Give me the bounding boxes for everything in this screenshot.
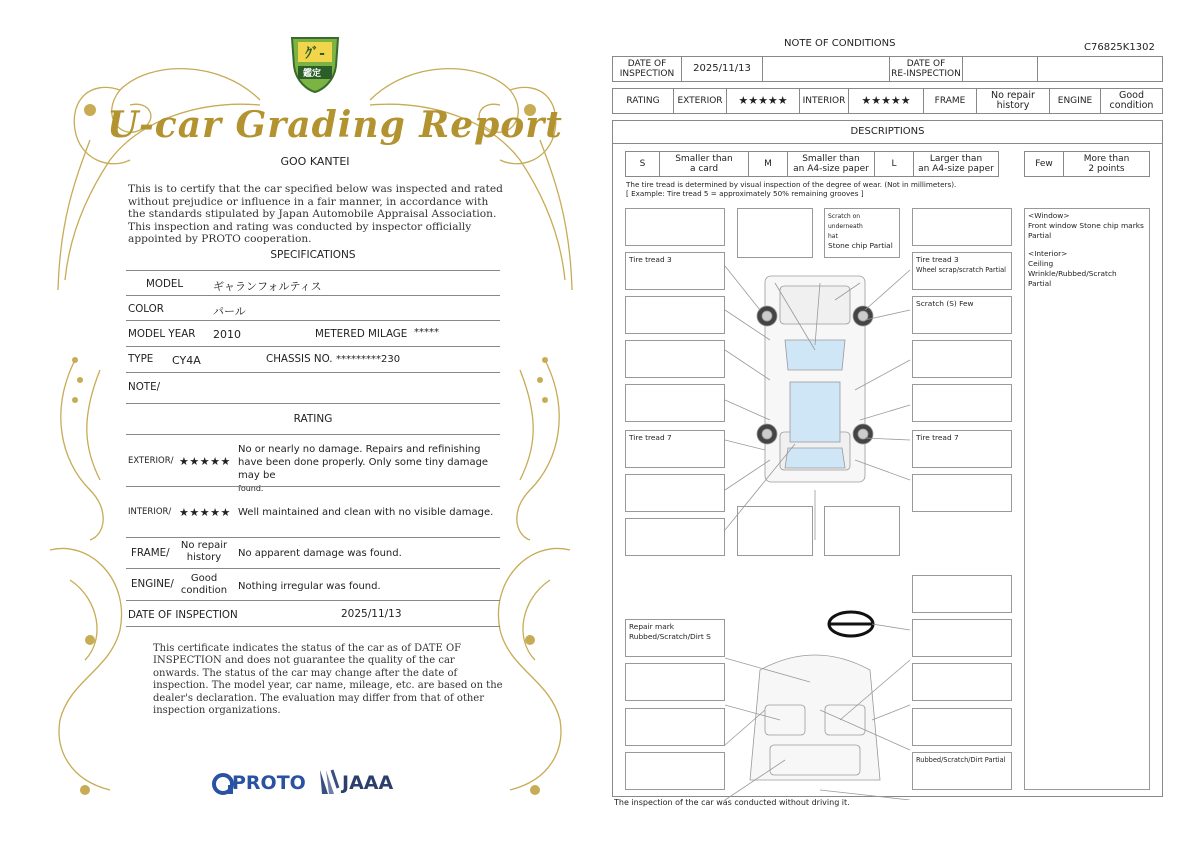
legend-s-description bbox=[659, 151, 749, 177]
exterior-description-text: No or nearly no damage. Repairs and refinishing have been done properly. Only some tiny damage may be bbox=[238, 444, 489, 481]
condition-box bbox=[912, 474, 1012, 512]
side-notes-box bbox=[1024, 208, 1150, 790]
report-subtitle: GOO KANTEI bbox=[280, 155, 350, 168]
engine-description: Nothing irregular was found. bbox=[238, 581, 381, 592]
condition-box-repair bbox=[625, 619, 725, 657]
engine-value-line2: condition bbox=[1109, 100, 1154, 111]
date-inspection-label-line1: DATE OF bbox=[627, 59, 667, 69]
repair-mark-text: Repair mark bbox=[629, 622, 675, 631]
condition-box bbox=[625, 296, 725, 334]
rating-label: RATING bbox=[612, 88, 674, 114]
window-heading: <Window> bbox=[1028, 211, 1070, 220]
interior-heading: <Interior> bbox=[1028, 249, 1068, 258]
divider bbox=[126, 537, 500, 538]
divider bbox=[126, 270, 500, 271]
frame-value-line1: No repair bbox=[991, 90, 1035, 101]
model-label: MODEL bbox=[146, 278, 184, 290]
legend-l: L bbox=[874, 151, 914, 177]
scratch-text: Scratch (S) Few bbox=[916, 299, 974, 308]
legend-m-line1: Smaller than bbox=[802, 154, 860, 164]
model-year-value: 2010 bbox=[213, 328, 241, 341]
condition-box-tire-rear-left bbox=[625, 430, 725, 468]
divider bbox=[126, 486, 500, 487]
grading-report-certificate bbox=[30, 20, 590, 820]
descriptions-heading: DESCRIPTIONS bbox=[612, 120, 1163, 144]
legend-s-line1: Smaller than bbox=[675, 154, 733, 164]
jaaa-brand-text: JAAA bbox=[342, 772, 394, 794]
divider bbox=[126, 346, 500, 347]
condition-box bbox=[912, 663, 1012, 701]
legend-m-line2: an A4-size paper bbox=[793, 164, 869, 174]
divider bbox=[126, 600, 500, 601]
certification-statement: This is to certify that the car specified below was inspected and rated without prejudice or influence in a fair manner, in accordance with the standards stipulated by Japan Automobile Appraisal Association. This inspection and rating was conducted by inspector officially appointed by PROTO cooperation. bbox=[128, 183, 503, 245]
interior-label: INTERIOR/ bbox=[128, 507, 172, 517]
condition-box bbox=[625, 384, 725, 422]
exterior-label: EXTERIOR bbox=[673, 88, 727, 114]
model-value: ギャランフォルティス bbox=[213, 280, 322, 293]
frame-value bbox=[976, 88, 1050, 114]
frame-description: No apparent damage was found. bbox=[238, 548, 402, 559]
legend-few-line1: More than bbox=[1083, 154, 1130, 164]
legend-l-line1: Larger than bbox=[929, 154, 983, 164]
inspection-footer: The inspection of the car was conducted without driving it. bbox=[614, 798, 850, 807]
exterior-description-small: found. bbox=[238, 484, 264, 493]
tire-rear-left-text: Tire tread 7 bbox=[629, 433, 672, 442]
condition-box-tire-rear-right bbox=[912, 430, 1012, 468]
condition-box bbox=[912, 708, 1012, 746]
engine-value-line1: Good bbox=[190, 573, 218, 584]
engine-value bbox=[176, 573, 232, 597]
legend-m-description bbox=[787, 151, 875, 177]
legend-few: Few bbox=[1024, 151, 1064, 177]
condition-box bbox=[737, 506, 813, 556]
specifications-heading: SPECIFICATIONS bbox=[270, 249, 356, 261]
legend-s: S bbox=[625, 151, 660, 177]
condition-box bbox=[912, 340, 1012, 378]
chassis-value: *********230 bbox=[336, 354, 401, 365]
condition-box bbox=[912, 208, 1012, 246]
divider bbox=[126, 403, 500, 404]
certificate-disclaimer: This certificate indicates the status of the car as of DATE OF INSPECTION and does not guarantee the quality of the car onwards. The status of the car may change after the date of inspection. The model year, car name, mileage, etc. are based on the dealer's declaration. The evaluation may differ from that of other inspection organizations. bbox=[153, 643, 503, 717]
condition-box bbox=[912, 384, 1012, 422]
interior-line3: Partial bbox=[1028, 279, 1052, 288]
condition-box-scratch bbox=[912, 296, 1012, 334]
legend-few-line2: 2 points bbox=[1088, 164, 1125, 174]
divider bbox=[126, 434, 500, 435]
type-label: TYPE bbox=[128, 353, 154, 365]
exterior-stars: ★★★★★ bbox=[179, 455, 231, 468]
legend-m: M bbox=[748, 151, 788, 177]
date-inspection-label bbox=[612, 56, 682, 82]
condition-box bbox=[912, 575, 1012, 613]
tire-note-line2: [ Example: Tire tread 5 = approximately 50% remaining grooves ] bbox=[626, 189, 864, 198]
legend-s-line2: a card bbox=[689, 164, 719, 174]
interior-line1: Ceiling bbox=[1028, 259, 1054, 268]
wheel-scrap-text: Wheel scrap/scratch Partial bbox=[916, 266, 1006, 274]
interior-stars: ★★★★★ bbox=[179, 506, 231, 519]
tire-rear-right-text: Tire tread 7 bbox=[916, 433, 959, 442]
report-title: U-car Grading Report bbox=[107, 104, 563, 146]
window-text: Front window Stone chip marks Partial bbox=[1028, 221, 1144, 240]
svg-text:ｸﾞ-: ｸﾞ- bbox=[305, 46, 325, 62]
tire-front-left-text: Tire tread 3 bbox=[629, 255, 672, 264]
engine-label: ENGINE/ bbox=[131, 578, 174, 590]
rear-seat-text: Rubbed/Scratch/Dirt Partial bbox=[916, 756, 1006, 764]
frame-value bbox=[176, 540, 232, 564]
engine-value-line2: condition bbox=[180, 585, 228, 596]
condition-box-front bbox=[824, 208, 900, 258]
divider bbox=[126, 295, 500, 296]
note-title: NOTE OF CONDITIONS bbox=[784, 38, 896, 49]
divider bbox=[126, 568, 500, 569]
condition-box bbox=[625, 663, 725, 701]
tire-note-line1: The tire tread is determined by visual inspection of the degree of wear. (Not in millimeters). bbox=[626, 180, 957, 189]
condition-box bbox=[737, 208, 813, 258]
condition-box bbox=[824, 506, 900, 556]
condition-box-tire-front-left bbox=[625, 252, 725, 290]
note-label: NOTE/ bbox=[128, 381, 161, 393]
condition-box bbox=[625, 474, 725, 512]
goo-kantei-logo bbox=[288, 32, 342, 94]
legend-few-description bbox=[1063, 151, 1150, 177]
date-reinspection-label-line1: DATE OF bbox=[906, 59, 946, 69]
legend-l-line2: an A4-size paper bbox=[918, 164, 994, 174]
color-label: COLOR bbox=[128, 303, 164, 315]
divider bbox=[126, 320, 500, 321]
frame-value-line2: history bbox=[186, 552, 222, 563]
metered-milage-label: METERED MILAGE bbox=[315, 328, 408, 340]
date-reinspection-label bbox=[889, 56, 963, 82]
engine-label: ENGINE bbox=[1049, 88, 1101, 114]
exterior-description bbox=[238, 443, 500, 495]
legend-l-description bbox=[913, 151, 999, 177]
frame-value-line1: No repair bbox=[180, 540, 228, 551]
date-reinspection-label-line2: RE-INSPECTION bbox=[891, 69, 961, 79]
frame-value-line2: history bbox=[996, 100, 1030, 111]
type-value: CY4A bbox=[172, 354, 201, 367]
tire-front-right-text: Tire tread 3 bbox=[916, 255, 959, 264]
metered-milage-value: ***** bbox=[414, 327, 439, 338]
repair-detail-text: Rubbed/Scratch/Dirt S bbox=[629, 632, 711, 641]
date-inspection-blank bbox=[762, 56, 890, 82]
condition-box bbox=[912, 619, 1012, 657]
date-inspection-value: 2025/11/13 bbox=[681, 56, 763, 82]
report-code: C76825K1302 bbox=[1084, 42, 1155, 53]
exterior-label: EXTERIOR/ bbox=[128, 456, 174, 466]
interior-stars: ★★★★★ bbox=[848, 88, 924, 114]
date-reinspection-blank bbox=[1037, 56, 1163, 82]
jaaa-logo-icon bbox=[318, 768, 340, 800]
engine-value-line1: Good bbox=[1118, 90, 1145, 101]
chassis-label: CHASSIS NO. bbox=[266, 353, 333, 365]
date-reinspection-value bbox=[962, 56, 1038, 82]
date-of-inspection-value: 2025/11/13 bbox=[341, 608, 402, 620]
divider bbox=[126, 372, 500, 373]
note-of-conditions bbox=[610, 30, 1166, 820]
front-small-text-2: hat bbox=[828, 233, 838, 240]
color-value: パール bbox=[213, 305, 246, 318]
rating-heading: RATING bbox=[293, 413, 333, 425]
date-of-inspection-label: DATE OF INSPECTION bbox=[128, 609, 238, 621]
interior-description: Well maintained and clean with no visible damage. bbox=[238, 507, 494, 518]
frame-label: FRAME/ bbox=[131, 547, 170, 559]
date-inspection-label-line2: INSPECTION bbox=[619, 69, 675, 79]
proto-brand-text: PROTO bbox=[232, 772, 306, 794]
condition-box-tire-front-right bbox=[912, 252, 1012, 290]
frame-label: FRAME bbox=[923, 88, 977, 114]
condition-box bbox=[625, 208, 725, 246]
divider bbox=[126, 626, 500, 627]
model-year-label: MODEL YEAR bbox=[128, 328, 196, 340]
condition-box bbox=[625, 518, 725, 556]
condition-box bbox=[625, 708, 725, 746]
condition-box-rear-seat bbox=[912, 752, 1012, 790]
condition-box bbox=[625, 340, 725, 378]
front-main-text: Stone chip Partial bbox=[828, 241, 893, 250]
interior-line2: Wrinkle/Rubbed/Scratch bbox=[1028, 269, 1117, 278]
condition-box bbox=[625, 752, 725, 790]
logo-text: 鑑定 bbox=[303, 69, 322, 79]
interior-label: INTERIOR bbox=[799, 88, 849, 114]
exterior-stars: ★★★★★ bbox=[726, 88, 800, 114]
engine-value bbox=[1100, 88, 1163, 114]
front-small-text: Scratch on underneath bbox=[828, 213, 863, 230]
